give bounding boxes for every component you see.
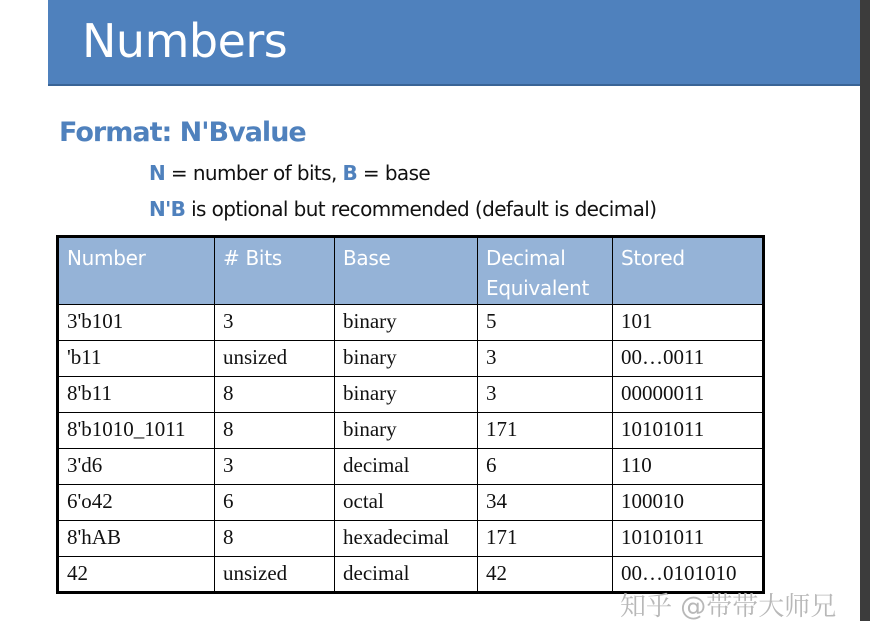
table-row xyxy=(58,557,764,593)
format-heading: Format: N'Bvalue xyxy=(59,117,306,148)
bullet-key: B xyxy=(342,161,358,185)
table-row xyxy=(58,413,764,449)
table-cell: 3 xyxy=(478,377,613,413)
table-cell: binary xyxy=(335,305,478,341)
bullet-1 xyxy=(149,161,430,185)
table-cell: 8'hAB xyxy=(58,521,215,557)
header-stored: Stored xyxy=(613,237,764,305)
table-cell: 101 xyxy=(613,305,764,341)
header-base: Base xyxy=(335,237,478,305)
bullet-2 xyxy=(149,197,656,221)
table-cell: 42 xyxy=(58,557,215,593)
table-row xyxy=(58,521,764,557)
table-cell: 8'b11 xyxy=(58,377,215,413)
table-cell: 10101011 xyxy=(613,413,764,449)
table-cell: 34 xyxy=(478,485,613,521)
table-cell: unsized xyxy=(215,341,335,377)
table-row xyxy=(58,485,764,521)
table-cell: 8 xyxy=(215,413,335,449)
table-cell: 6'o42 xyxy=(58,485,215,521)
table-cell: 42 xyxy=(478,557,613,593)
table-cell: 3 xyxy=(215,449,335,485)
table-cell: 00…0011 xyxy=(613,341,764,377)
table-cell: 10101011 xyxy=(613,521,764,557)
bullet-key: N'B xyxy=(149,197,186,221)
table-row xyxy=(58,341,764,377)
table-cell: 3'b101 xyxy=(58,305,215,341)
table-row xyxy=(58,449,764,485)
slide-title: Numbers xyxy=(82,14,288,68)
table-cell: 171 xyxy=(478,413,613,449)
table-cell: 171 xyxy=(478,521,613,557)
table-cell: 8 xyxy=(215,377,335,413)
window-edge xyxy=(860,0,870,621)
table-cell: 8 xyxy=(215,521,335,557)
table-cell: 00…0101010 xyxy=(613,557,764,593)
bullet-key: N xyxy=(149,161,166,185)
bullet-text: = base xyxy=(357,161,431,185)
numbers-table xyxy=(56,235,765,594)
title-banner xyxy=(48,0,860,86)
bullet-text: = number of bits, xyxy=(165,161,343,185)
table-cell: binary xyxy=(335,377,478,413)
table-row xyxy=(58,377,764,413)
table-header-row xyxy=(58,237,764,305)
header-bits: # Bits xyxy=(215,237,335,305)
table-cell: binary xyxy=(335,413,478,449)
header-decimal: Decimal Equivalent xyxy=(478,237,613,305)
table-cell: 3 xyxy=(478,341,613,377)
table-cell: decimal xyxy=(335,557,478,593)
table-cell: 3'd6 xyxy=(58,449,215,485)
bullet-text: is optional but recommended (default is decimal) xyxy=(185,197,657,221)
table-row xyxy=(58,305,764,341)
header-number: Number xyxy=(58,237,215,305)
table-cell: binary xyxy=(335,341,478,377)
table-cell: hexadecimal xyxy=(335,521,478,557)
watermark: 知乎 @带带大师兄 xyxy=(620,592,837,622)
table-cell: octal xyxy=(335,485,478,521)
table-cell: 6 xyxy=(215,485,335,521)
table-cell: 6 xyxy=(478,449,613,485)
table-cell: 110 xyxy=(613,449,764,485)
table-cell: 00000011 xyxy=(613,377,764,413)
table-cell: 100010 xyxy=(613,485,764,521)
table-cell: decimal xyxy=(335,449,478,485)
table-cell: 8'b1010_1011 xyxy=(58,413,215,449)
table-cell: 5 xyxy=(478,305,613,341)
table-cell: 3 xyxy=(215,305,335,341)
table-cell: 'b11 xyxy=(58,341,215,377)
table-cell: unsized xyxy=(215,557,335,593)
